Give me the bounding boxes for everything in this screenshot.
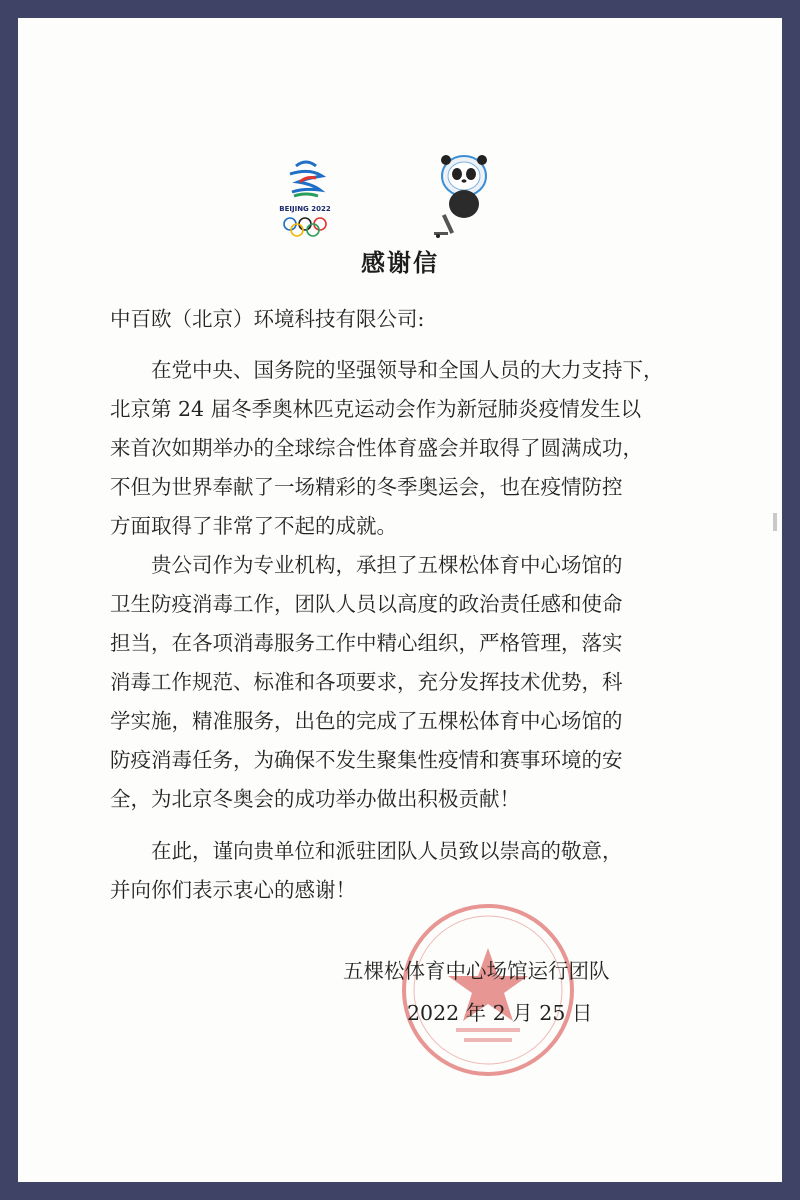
page-edge-mark: [773, 513, 777, 531]
paragraph-line: 在党中央、国务院的坚强领导和全国人员的大力支持下，: [151, 358, 664, 382]
letter-page: [18, 18, 782, 1182]
emblem-text: BEIJING 2022: [279, 205, 331, 213]
paragraph-line: 不但为世界奉献了一场精彩的冬季奥运会，也在疫情防控: [110, 475, 623, 499]
paragraph-line: 卫生防疫消毒工作，团队人员以高度的政治责任感和使命: [110, 592, 623, 616]
letter-title: 感谢信: [361, 249, 439, 277]
logo-row: [18, 18, 782, 248]
paragraph-line: 贵公司作为专业机构，承担了五棵松体育中心场馆的: [151, 553, 623, 577]
paragraph-line: 并向你们表示衷心的感谢！: [110, 878, 356, 902]
paragraph-1: [110, 351, 700, 546]
signature-org: 五棵松体育中心场馆运行团队: [343, 959, 610, 983]
beijing-2022-emblem-icon: [270, 148, 340, 238]
bing-dwen-dwen-mascot-icon: [428, 148, 498, 238]
paragraph-line: 防疫消毒任务，为确保不发生聚集性疫情和赛事环境的安: [110, 748, 623, 772]
paragraph-line: 在此，谨向贵单位和派驻团队人员致以崇高的敬意，: [151, 839, 623, 863]
paragraph-3: [110, 832, 700, 910]
paragraph-line: 北京第 24 届冬季奥林匹克运动会作为新冠肺炎疫情发生以: [110, 397, 642, 421]
paragraph-line: 全，为北京冬奥会的成功举办做出积极贡献！: [110, 787, 520, 811]
paragraph-line: 担当，在各项消毒服务工作中精心组织，严格管理，落实: [110, 631, 623, 655]
signature-block: [343, 950, 683, 1034]
paragraph-line: 来首次如期举办的全球综合性体育盛会并取得了圆满成功，: [110, 436, 643, 460]
letter-date: 2022 年 2 月 25 日: [407, 1001, 593, 1025]
paragraph-line: 方面取得了非常了不起的成就。: [110, 514, 397, 538]
paragraph-2: [110, 546, 700, 819]
paragraph-line: 学实施，精准服务，出色的完成了五棵松体育中心场馆的: [110, 709, 623, 733]
paragraph-line: 消毒工作规范、标准和各项要求，充分发挥技术优势，科: [110, 670, 623, 694]
recipient-line: 中百欧（北京）环境科技有限公司:: [110, 307, 425, 331]
